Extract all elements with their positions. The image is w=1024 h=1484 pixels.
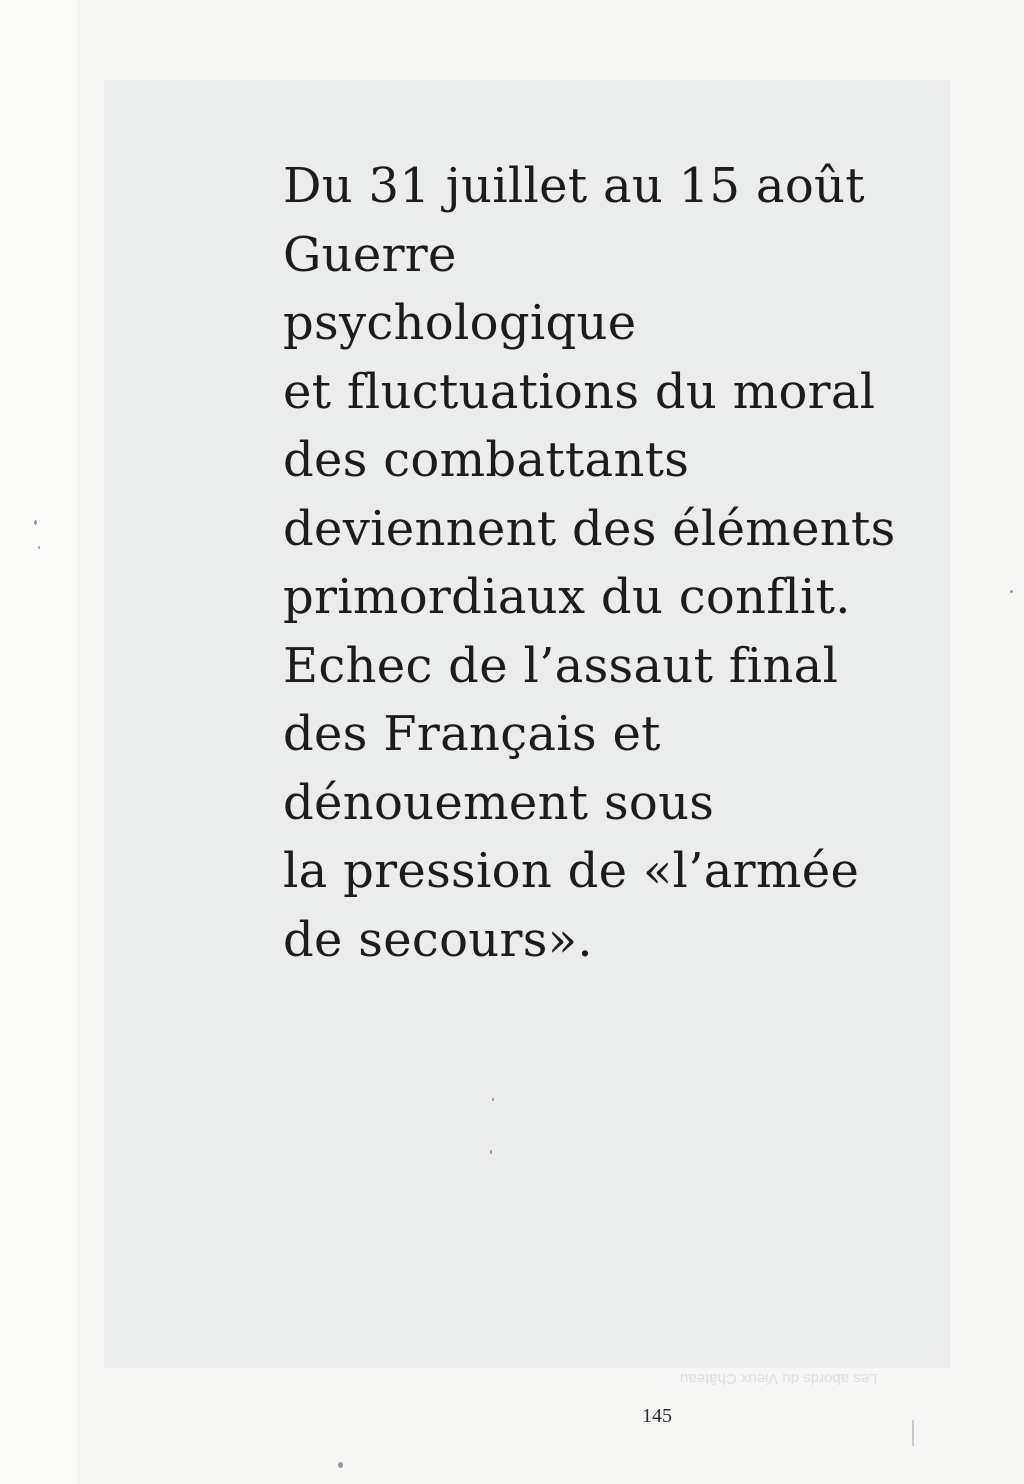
paper-speck	[492, 1098, 494, 1101]
heading-line-11: la pression de «l’armée	[283, 843, 860, 899]
paper-speck	[912, 1420, 914, 1446]
paper-speck	[38, 546, 40, 549]
heading-line-12: de secours».	[283, 911, 593, 968]
page-edge-strip	[0, 0, 79, 1484]
paper-speck	[338, 1462, 343, 1468]
heading-line-9: des Français et	[283, 706, 661, 762]
heading-line-10: dénouement sous	[283, 774, 715, 831]
heading-line-8: Echec de l’assaut final	[283, 637, 839, 694]
heading-line-6: deviennent des éléments	[283, 500, 896, 557]
show-through-caption: Les abords du Vieux Château	[680, 1370, 878, 1387]
heading-line-2: Guerre	[283, 226, 457, 283]
heading-line-7: primordiaux du conflit.	[283, 569, 851, 625]
paper-speck	[490, 1150, 492, 1154]
page-number: 145	[642, 1405, 672, 1427]
heading-line-3: psychologique	[283, 295, 637, 351]
paper-speck	[34, 520, 37, 525]
heading-line-4: et fluctuations du moral	[283, 363, 876, 420]
heading-line-5: des combattants	[283, 432, 690, 488]
paper-speck	[1010, 590, 1013, 593]
heading-line-1: Du 31 juillet au 15 août	[283, 158, 865, 214]
chapter-heading	[283, 152, 983, 974]
